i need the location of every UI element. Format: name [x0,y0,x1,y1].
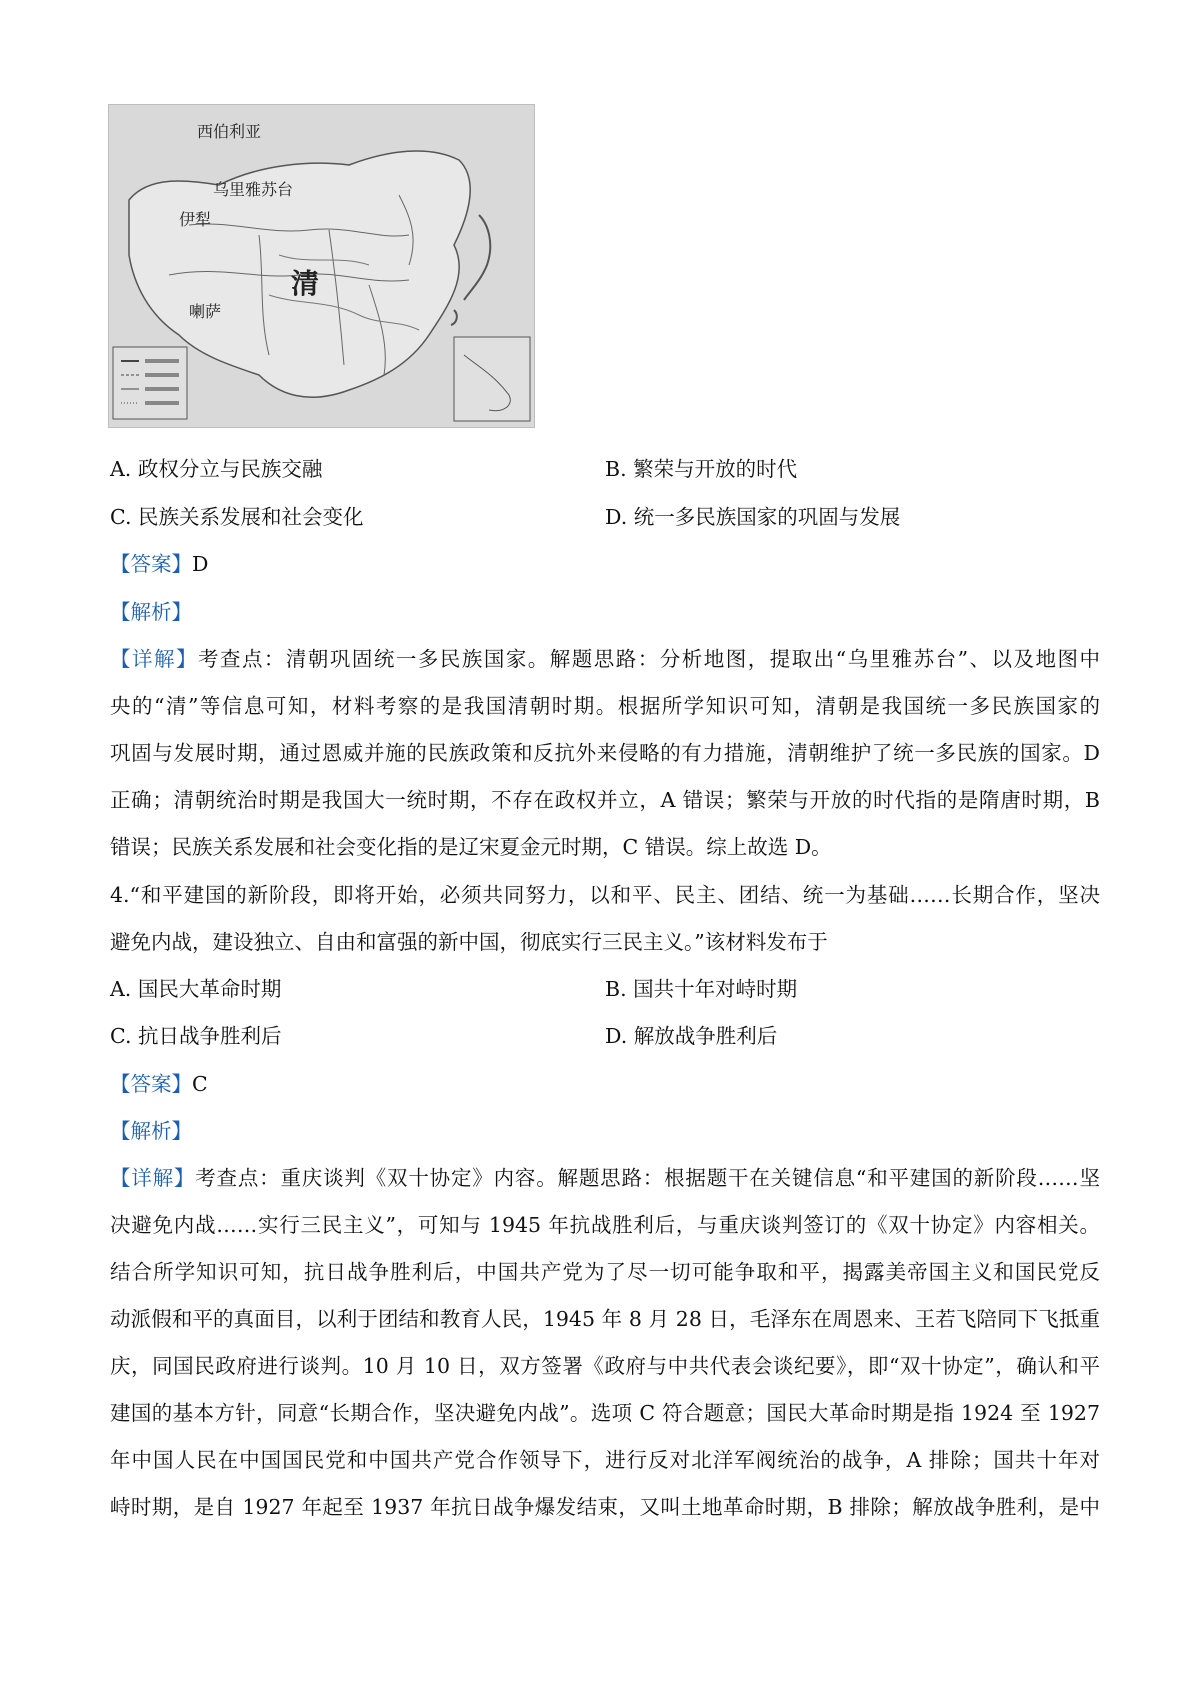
q3-answer-tag: 【答案】 [110,552,192,576]
q4-detail-line: 年中国人民在中国国民党和中国共产党合作领导下，进行反对北洋军阀统治的战争，A 排除；国共十年对 [110,1448,1100,1472]
q3-answer [110,550,1100,578]
map-label-siberia: 西伯利亚 [197,122,262,141]
q3-detail-line: 巩固与发展时期，通过恩威并施的民族政策和反抗外来侵略的有力措施，清朝维护了统一多民族的国家。D [110,741,1100,765]
q3-detail-line: 央的“清”等信息可知，材料考察的是我国清朝时期。根据所学知识可知，清朝是我国统一多民族国家的 [110,694,1100,718]
q4-stem-line: 4.“和平建国的新阶段，即将开始，必须共同努力，以和平、民主、团结、统一为基础……长期合作，坚决 [110,883,1100,907]
q4-answer-tag: 【答案】 [110,1072,192,1096]
qing-dynasty-map [108,104,535,428]
q4-detail-line: 结合所学知识可知，抗日战争胜利后，中国共产党为了尽一切可能争取和平，揭露美帝国主义和国民党反 [110,1260,1100,1284]
q4-detail-text: 考查点：重庆谈判《双十协定》内容。解题思路：根据题干在关键信息“和平建国的新阶段……坚 [195,1166,1100,1190]
map-label-uliastai: 乌里雅苏台 [213,180,294,199]
q4-analysis-tag: 【解析】 [110,1119,192,1143]
q3-option-b: B. 繁荣与开放的时代 [605,457,798,481]
q3-detail-line [110,645,1100,673]
map-label-ili: 伊犁 [179,210,212,229]
q4-analysis-heading [110,1117,1100,1145]
q4-detail-line: 动派假和平的真面目，以利于团结和教育人民，1945 年 8 月 28 日，毛泽东在周恩来、王若飞陪同下飞抵重 [110,1307,1100,1331]
map-label-lhasa: 喇萨 [189,302,222,321]
q3-detail-tag: 【详解】 [110,647,198,671]
q3-answer-value: D [192,552,209,576]
q3-option-a: A. 政权分立与民族交融 [110,457,323,481]
q3-option-d: D. 统一多民族国家的巩固与发展 [605,505,901,529]
q3-detail-line: 错误；民族关系发展和社会变化指的是辽宋夏金元时期，C 错误。综上故选 D。 [110,835,832,859]
q3-option-c: C. 民族关系发展和社会变化 [110,505,364,529]
map-label-qing: 清 [291,267,320,300]
q4-detail-tag: 【详解】 [110,1166,196,1190]
q3-analysis-tag: 【解析】 [110,600,192,624]
q4-detail-line [110,1164,1100,1192]
q4-option-c: C. 抗日战争胜利后 [110,1024,282,1048]
q4-option-b: B. 国共十年对峙时期 [605,977,798,1001]
q4-detail-line: 庆，同国民政府进行谈判。10 月 10 日，双方签署《政府与中共代表会谈纪要》，即“双十协定”，确认和平 [110,1354,1100,1378]
q4-detail-line: 决避免内战……实行三民主义”，可知与 1945 年抗战胜利后，与重庆谈判签订的《双十协定》内容相关。 [110,1213,1100,1237]
q4-detail-line: 建国的基本方针，同意“长期合作，坚决避免内战”。选项 C 符合题意；国民大革命时期是指 1924 至 1927 [110,1401,1100,1425]
q4-option-d: D. 解放战争胜利后 [605,1024,778,1048]
q3-detail-text: 考查点：清朝巩固统一多民族国家。解题思路：分析地图，提取出“乌里雅苏台”、以及地图中 [197,647,1100,671]
q4-answer [110,1070,1100,1098]
q4-option-a: A. 国民大革命时期 [110,977,282,1001]
q3-analysis-heading [110,598,1100,626]
q3-detail-line: 正确；清朝统治时期是我国大一统时期，不存在政权并立，A 错误；繁荣与开放的时代指的是隋唐时期，B [110,788,1100,812]
q4-answer-value: C [192,1072,208,1096]
q4-detail-line: 峙时期，是自 1927 年起至 1937 年抗日战争爆发结束，又叫土地革命时期，B 排除；解放战争胜利，是中 [110,1495,1100,1519]
map-drawing [109,105,534,427]
q4-stem-line: 避免内战，建设独立、自由和富强的新中国，彻底实行三民主义。”该材料发布于 [110,930,828,954]
